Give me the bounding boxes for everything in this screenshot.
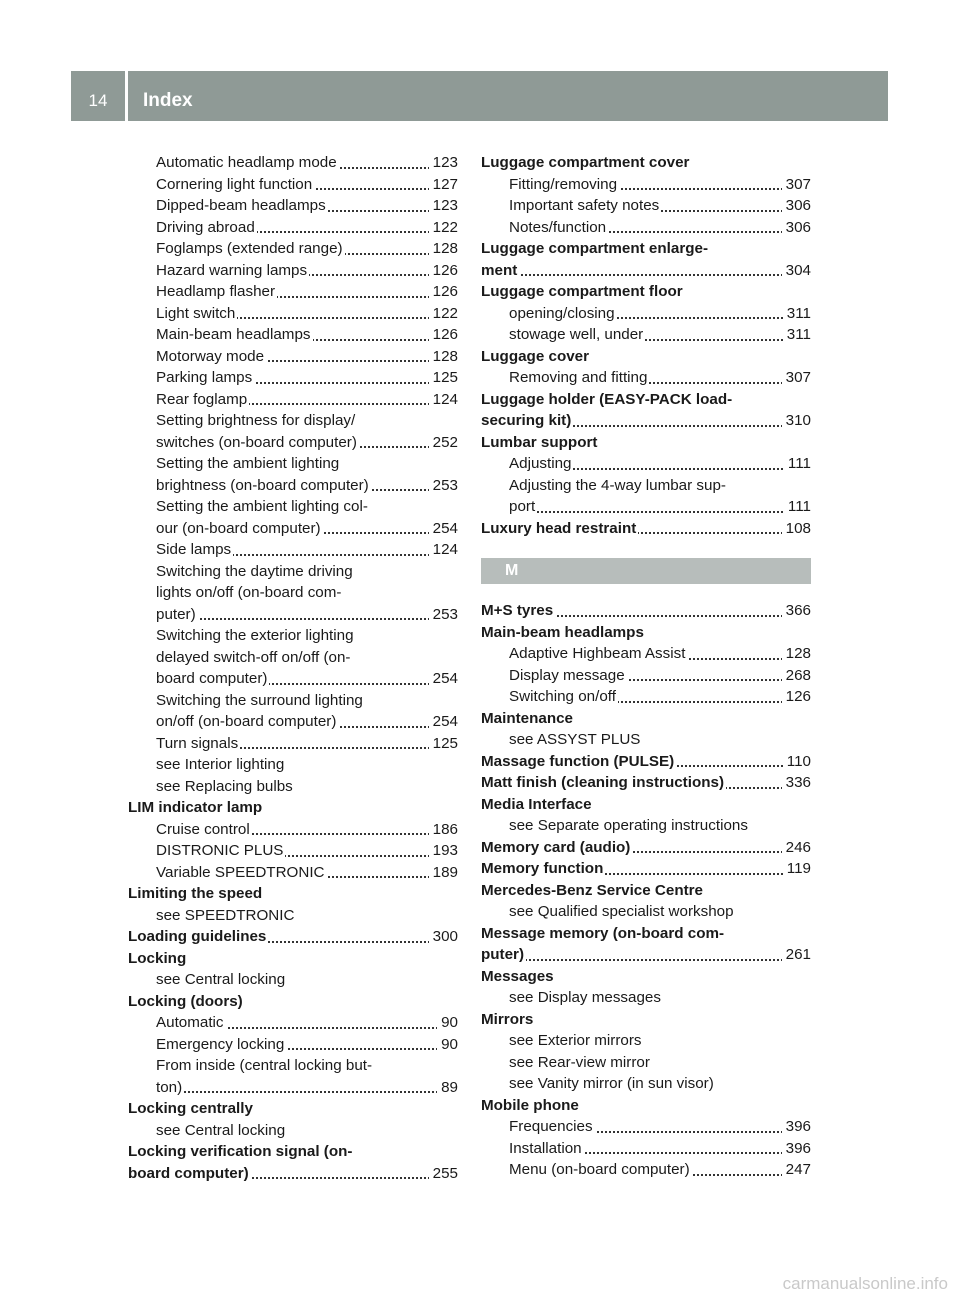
page-reference[interactable]: 123 [429, 195, 458, 217]
entry-text: Mobile phone [481, 1096, 579, 1114]
entry-text: see SPEEDTRONIC [156, 906, 295, 924]
index-subentry [481, 217, 811, 239]
page-reference[interactable]: 193 [429, 840, 458, 862]
index-subentry [481, 729, 811, 751]
page-reference[interactable]: 253 [429, 475, 458, 497]
page-reference[interactable]: 252 [429, 432, 458, 454]
index-subentry [128, 754, 458, 776]
entry-text: on/off (on-board computer) [156, 713, 337, 730]
index-heading [128, 883, 458, 905]
page-reference[interactable]: 108 [782, 518, 811, 540]
index-heading [481, 858, 811, 880]
entry-text: Headlamp flasher [156, 283, 276, 300]
page-reference[interactable]: 306 [782, 195, 811, 217]
index-subentry [481, 1052, 811, 1074]
entry-text: Matt finish (cleaning instructions) [481, 774, 725, 791]
entry-text: Locking (doors) [128, 992, 243, 1010]
entry-text: Motorway mode [156, 347, 265, 365]
index-subentry [481, 643, 811, 665]
page-reference[interactable]: 254 [429, 668, 458, 690]
entry-text: Hazard warning lamps [156, 261, 308, 279]
entry-text: Lumbar support [481, 433, 598, 451]
entry-text: Maintenance [481, 709, 573, 727]
watermark: carmanualsonline.info [782, 1274, 948, 1293]
entry-text: see Interior lighting [156, 756, 285, 773]
index-subentry [481, 665, 811, 687]
index-heading [128, 926, 458, 948]
entry-text: delayed switch-off on/off (on- [156, 648, 351, 666]
page-reference[interactable]: 311 [783, 303, 811, 325]
entry-text: Emergency locking [156, 1035, 285, 1053]
page-reference[interactable]: 304 [782, 260, 811, 282]
page-reference[interactable]: 125 [429, 367, 458, 389]
page-reference[interactable]: 307 [782, 174, 811, 196]
entry-text: see Replacing bulbs [156, 777, 293, 795]
page-reference[interactable]: 254 [429, 711, 458, 733]
entry-text: Important safety notes [509, 197, 660, 214]
index-subentry [128, 539, 458, 561]
entry-text: puter) [481, 946, 525, 963]
entry-text: stowage well, under [509, 326, 644, 343]
index-subentry [128, 604, 458, 626]
page-reference[interactable]: 126 [429, 260, 458, 282]
index-heading [128, 1141, 458, 1163]
index-subentry [128, 367, 458, 389]
entry-text: see Separate operating instructions [509, 817, 748, 834]
entry-text: Adaptive Highbeam Assist [509, 645, 686, 662]
entry-text: Adjusting the 4-way lumbar sup- [509, 476, 726, 494]
entry-text: see Display messages [509, 989, 661, 1006]
index-subentry [128, 496, 458, 518]
entry-text: Massage function (PULSE) [481, 752, 675, 770]
entry-text: see Central locking [156, 971, 286, 988]
entry-text: Foglamps (extended range) [156, 240, 343, 257]
entry-text: switches (on-board computer) [156, 433, 357, 451]
page-reference[interactable]: 128 [429, 238, 458, 260]
page-reference[interactable]: 124 [429, 389, 458, 411]
entry-text: brightness (on-board computer) [156, 476, 369, 494]
index-heading [481, 346, 811, 368]
index-subentry [128, 625, 458, 647]
page-reference[interactable]: 268 [782, 665, 811, 687]
entry-text: Locking [128, 949, 187, 967]
page-header [71, 71, 888, 121]
index-subentry [128, 303, 458, 325]
index-subentry [128, 410, 458, 432]
entry-text: Locking verification signal (on- [128, 1143, 353, 1160]
page-reference[interactable]: 122 [429, 303, 458, 325]
index-subentry [128, 432, 458, 454]
entry-text: Luggage cover [481, 347, 590, 365]
index-subentry [128, 346, 458, 368]
entry-text: Parking lamps [156, 369, 253, 386]
index-subentry [128, 819, 458, 841]
page-reference[interactable]: 247 [782, 1159, 811, 1181]
index-heading [481, 944, 811, 966]
index-subentry [128, 260, 458, 282]
entry-text: Main-beam headlamps [156, 326, 311, 343]
index-subentry [481, 901, 811, 923]
index-subentry [481, 815, 811, 837]
entry-text: port [509, 498, 536, 515]
index-heading [481, 1095, 811, 1117]
entry-text: Notes/function [509, 218, 607, 236]
index-heading [128, 1098, 458, 1120]
index-heading [481, 389, 811, 411]
index-subentry [481, 475, 811, 497]
entry-text: see Exterior mirrors [509, 1032, 642, 1049]
index-heading [128, 948, 458, 970]
page-reference[interactable]: 300 [429, 926, 458, 948]
index-subentry [128, 733, 458, 755]
entry-text: Driving abroad [156, 218, 255, 236]
index-column-right [481, 152, 811, 1181]
index-subentry [481, 686, 811, 708]
entry-text: Message memory (on-board com- [481, 924, 725, 942]
page-reference[interactable]: 307 [782, 367, 811, 389]
index-heading [481, 281, 811, 303]
page-reference[interactable]: 253 [429, 604, 458, 626]
index-subentry [128, 475, 458, 497]
entry-text: Luggage compartment cover [481, 154, 690, 171]
entry-text: Removing and fitting [509, 369, 648, 386]
index-heading [481, 1009, 811, 1031]
index-heading [481, 152, 811, 174]
index-subentry [128, 217, 458, 239]
entry-text: Rear foglamp [156, 390, 248, 408]
entry-text: see ASSYST PLUS [509, 731, 641, 748]
entry-text: puter) [156, 605, 196, 623]
page-reference[interactable]: 125 [429, 733, 458, 755]
index-heading [481, 622, 811, 644]
index-heading [128, 991, 458, 1013]
entry-text: Limiting the speed [128, 885, 263, 902]
index-subentry [481, 195, 811, 217]
entry-text: Light switch [156, 304, 236, 322]
index-heading [481, 708, 811, 730]
index-subentry [128, 1120, 458, 1142]
entry-text: Switching the exterior lighting [156, 627, 354, 644]
index-subentry [128, 776, 458, 798]
index-heading [481, 772, 811, 794]
page-reference[interactable]: 128 [429, 346, 458, 368]
page-reference[interactable]: 310 [782, 410, 811, 432]
index-subentry [128, 174, 458, 196]
entry-text: securing kit) [481, 412, 572, 429]
entry-text: Mercedes-Benz Service Centre [481, 881, 704, 899]
entry-text: Memory function [481, 860, 604, 877]
index-subentry [128, 690, 458, 712]
index-subentry [128, 1077, 458, 1099]
index-subentry [481, 1073, 811, 1095]
index-subentry [128, 238, 458, 260]
index-subentry [128, 647, 458, 669]
page-reference[interactable]: 396 [782, 1116, 811, 1138]
entry-text: opening/closing [509, 304, 615, 322]
entry-text: see Vanity mirror (in sun visor) [509, 1075, 714, 1092]
page-reference[interactable]: 126 [429, 324, 458, 346]
page-reference[interactable]: 123 [429, 152, 458, 174]
entry-text: Media Interface [481, 795, 592, 813]
index-subentry [128, 668, 458, 690]
entry-text: Luggage compartment floor [481, 283, 683, 300]
page-reference[interactable]: 254 [429, 518, 458, 540]
page-reference[interactable]: 119 [783, 858, 811, 880]
index-subentry [481, 453, 811, 475]
index-subentry [128, 1034, 458, 1056]
index-subentry [481, 1159, 811, 1181]
entry-text: board computer) [156, 670, 268, 687]
entry-text: ment [481, 261, 518, 279]
index-subentry [128, 518, 458, 540]
index-subentry [128, 389, 458, 411]
entry-text: Switching on/off [509, 688, 616, 705]
entry-text: Luggage holder (EASY-PACK load- [481, 390, 733, 408]
entry-text: Switching the surround lighting [156, 691, 363, 709]
page-reference[interactable]: 126 [429, 281, 458, 303]
page-reference[interactable]: 311 [783, 324, 811, 346]
entry-text: DISTRONIC PLUS [156, 842, 284, 859]
index-heading [481, 260, 811, 282]
page-reference[interactable]: 128 [782, 643, 811, 665]
entry-text: Variable SPEEDTRONIC [156, 863, 325, 881]
entry-text: Locking centrally [128, 1100, 253, 1117]
page-reference[interactable]: 366 [782, 600, 811, 622]
index-heading [481, 880, 811, 902]
index-subentry [128, 1055, 458, 1077]
entry-text: Memory card (audio) [481, 838, 631, 856]
entry-text: Main-beam headlamps [481, 623, 644, 641]
index-subentry [128, 281, 458, 303]
entry-text: Switching the daytime driving [156, 562, 353, 580]
index-subentry [128, 324, 458, 346]
page-reference[interactable]: 111 [784, 453, 811, 475]
page-reference[interactable]: 306 [782, 217, 811, 239]
entry-text: Luxury head restraint [481, 519, 637, 537]
index-subentry [128, 711, 458, 733]
index-heading [481, 837, 811, 859]
index-subentry [128, 195, 458, 217]
page-title: Index [143, 90, 193, 111]
page-reference[interactable]: 110 [783, 751, 811, 773]
index-subentry [481, 324, 811, 346]
index-subentry [128, 582, 458, 604]
entry-text: M+S tyres [481, 602, 554, 619]
index-subentry [128, 840, 458, 862]
entry-text: Loading guidelines [128, 928, 267, 945]
entry-text: Dipped-beam headlamps [156, 197, 326, 214]
index-subentry [128, 862, 458, 884]
index-subentry [128, 969, 458, 991]
index-subentry [481, 987, 811, 1009]
page-reference[interactable]: 336 [782, 772, 811, 794]
page-number: 14 [88, 91, 108, 110]
entry-text: Automatic [156, 1014, 224, 1031]
entry-text: From inside (central locking but- [156, 1057, 373, 1074]
index-column-left [128, 152, 458, 1184]
entry-text: Adjusting [509, 455, 572, 472]
index-heading [128, 1163, 458, 1185]
entry-text: board computer) [128, 1164, 249, 1182]
entry-text: Display message [509, 666, 625, 684]
entry-text: Messages [481, 967, 554, 985]
entry-text: Setting the ambient lighting col- [156, 498, 368, 515]
page-reference[interactable]: 111 [784, 496, 811, 518]
index-subentry [128, 152, 458, 174]
index-subentry [481, 174, 811, 196]
page-reference[interactable]: 89 [437, 1077, 458, 1099]
index-subentry [481, 1030, 811, 1052]
page-reference[interactable]: 261 [782, 944, 811, 966]
page-reference[interactable]: 186 [429, 819, 458, 841]
index-subentry [128, 453, 458, 475]
index-heading [481, 966, 811, 988]
entry-text: Menu (on-board computer) [509, 1161, 690, 1178]
index-heading [481, 518, 811, 540]
page-reference[interactable]: 124 [429, 539, 458, 561]
entry-text: Setting the ambient lighting [156, 455, 340, 472]
index-subentry [481, 496, 811, 518]
index-subentry [481, 303, 811, 325]
page-reference[interactable]: 122 [429, 217, 458, 239]
index-subentry [481, 367, 811, 389]
entry-text: Cornering light function [156, 175, 313, 193]
page-reference[interactable]: 127 [429, 174, 458, 196]
index-subentry [481, 1138, 811, 1160]
entry-text: our (on-board computer) [156, 519, 321, 537]
index-heading [481, 794, 811, 816]
entry-text: Automatic headlamp mode [156, 154, 337, 171]
entry-text: Installation [509, 1139, 582, 1157]
entry-text: see Central locking [156, 1121, 286, 1139]
entry-text: Turn signals [156, 734, 239, 752]
page-reference[interactable]: 396 [782, 1138, 811, 1160]
page-reference[interactable]: 246 [782, 837, 811, 859]
index-heading [481, 600, 811, 622]
index-heading [481, 238, 811, 260]
entry-text: lights on/off (on-board com- [156, 584, 342, 601]
section-letter-bar: M [481, 558, 811, 584]
entry-text: see Qualified specialist workshop [509, 903, 734, 920]
index-subentry [128, 905, 458, 927]
index-heading [481, 751, 811, 773]
entry-text: Luggage compartment enlarge- [481, 240, 709, 257]
index-heading [128, 797, 458, 819]
page-reference[interactable]: 126 [782, 686, 811, 708]
entry-text: Frequencies [509, 1118, 593, 1135]
index-subentry [128, 561, 458, 583]
entry-text: Setting brightness for display/ [156, 412, 356, 429]
entry-text: Side lamps [156, 541, 232, 558]
index-heading [481, 410, 811, 432]
index-heading [481, 432, 811, 454]
entry-text: ton) [156, 1078, 183, 1096]
entry-text: Mirrors [481, 1010, 534, 1028]
entry-text: Cruise control [156, 820, 250, 838]
entry-text: LIM indicator lamp [128, 799, 263, 816]
page-reference[interactable]: 90 [437, 1012, 458, 1034]
entry-text: see Rear-view mirror [509, 1053, 650, 1071]
entry-text: Fitting/removing [509, 175, 618, 193]
index-subentry [481, 1116, 811, 1138]
page-reference[interactable]: 255 [429, 1163, 458, 1185]
header-divider [125, 71, 128, 121]
index-heading [481, 923, 811, 945]
index-subentry [128, 1012, 458, 1034]
page-reference[interactable]: 189 [429, 862, 458, 884]
page-reference[interactable]: 90 [437, 1034, 458, 1056]
